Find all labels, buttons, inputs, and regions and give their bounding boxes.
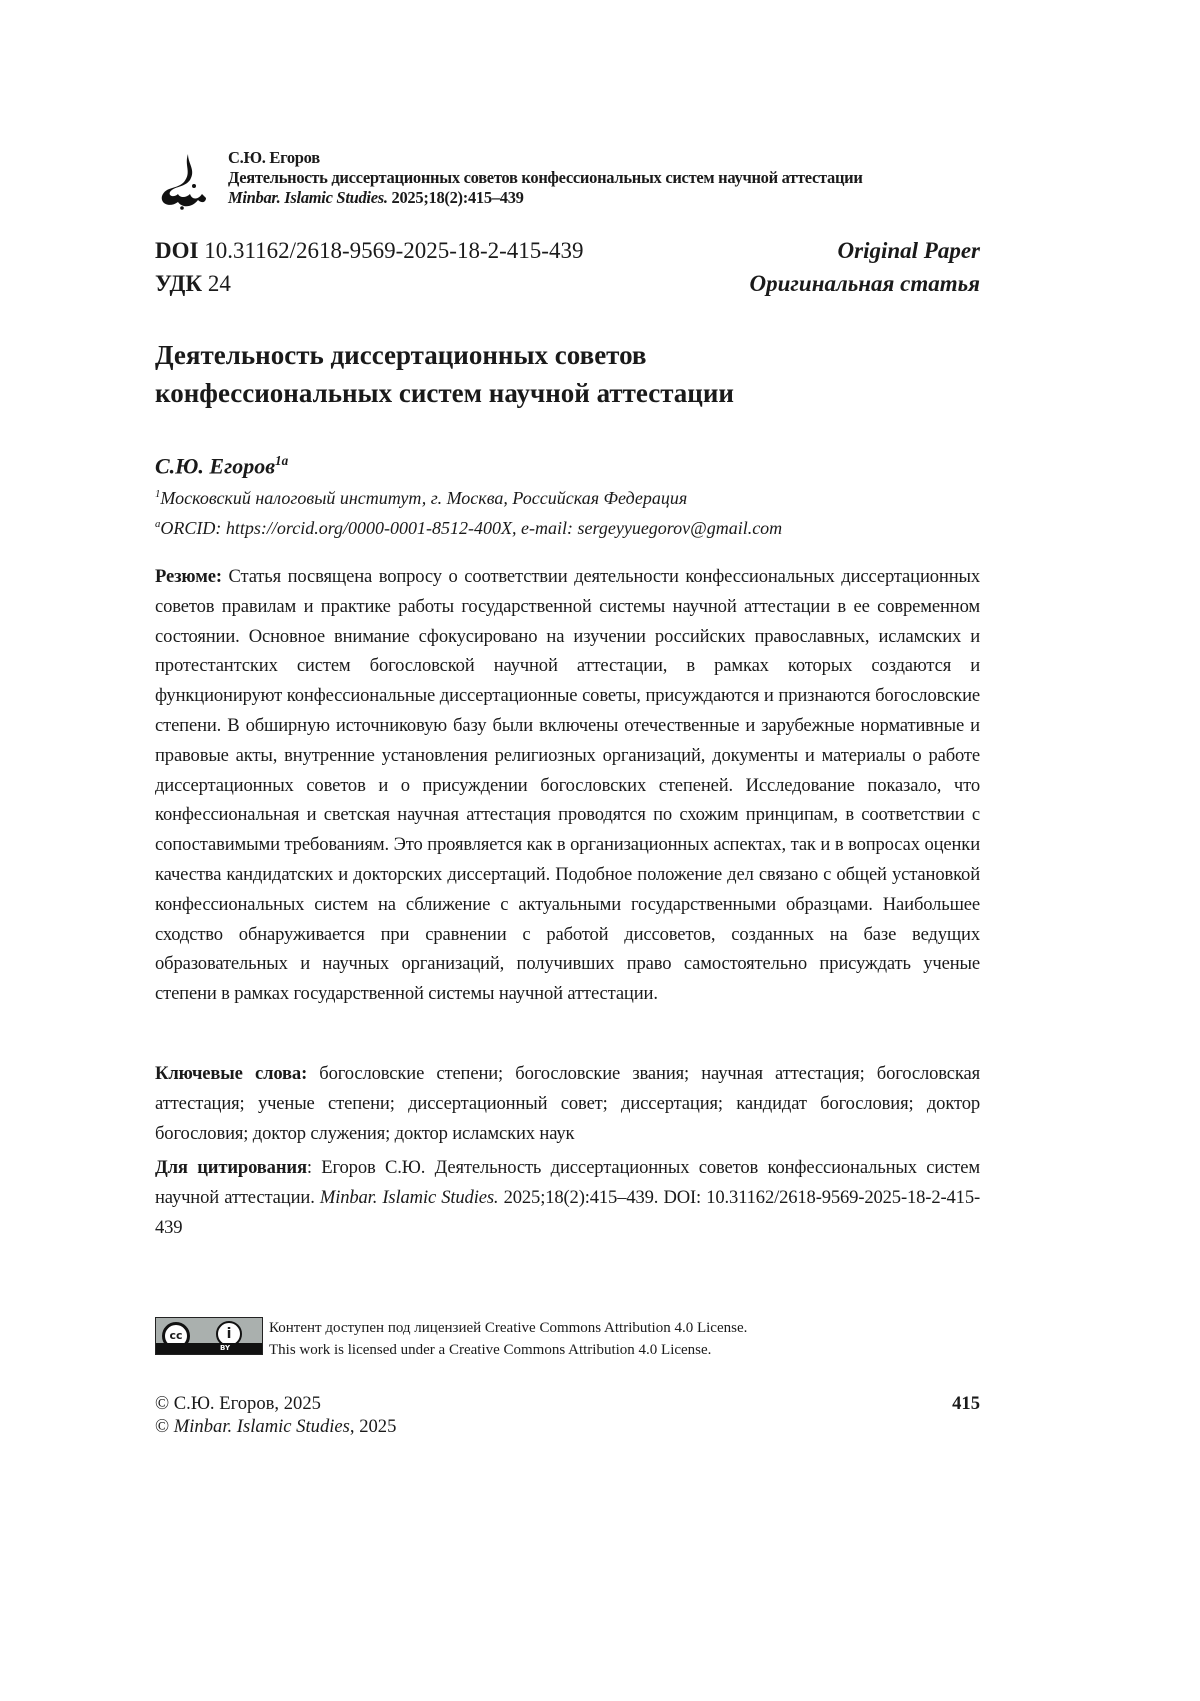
running-head-title: Деятельность диссертационных советов конфессиональных систем научной аттестации xyxy=(228,168,863,187)
keywords-text: богословские степени; богословские звания; научная аттестация; богословская аттестация; ученые степени; диссертационный совет; диссертация; кандидат богословия; доктор богословия; доктор служения; доктор исламских наук xyxy=(155,1063,980,1144)
citation xyxy=(155,1153,980,1242)
affiliation: Московский налоговый институт, г. Москва, Российская Федерация xyxy=(160,488,688,509)
udk-label: УДК xyxy=(155,271,203,296)
copyright-journal: Minbar. Islamic Studies xyxy=(173,1416,350,1437)
udk-value: 24 xyxy=(202,271,231,296)
license-ru: Контент доступен под лицензией Creative Commons Attribution 4.0 License. xyxy=(269,1320,748,1336)
running-head-journal: Minbar. Islamic Studies. xyxy=(228,188,388,207)
orcid-sup: a xyxy=(155,518,161,531)
doi-label: DOI xyxy=(155,238,199,263)
doi-value[interactable]: 10.31162/2618-9569-2025-18-2-415-439 xyxy=(198,238,584,263)
keywords-label: Ключевые слова: xyxy=(155,1063,308,1084)
cc-icon: cc xyxy=(162,1322,190,1350)
cc-by-badge-icon[interactable] xyxy=(155,1317,263,1355)
copyright-symbol: © xyxy=(155,1416,174,1437)
affiliation-sup: 1 xyxy=(155,488,161,501)
license-en: This work is licensed under a Creative Commons Attribution 4.0 License. xyxy=(269,1342,712,1358)
abstract xyxy=(155,562,980,1009)
running-head-citation: 2025;18(2):415–439 xyxy=(387,188,524,207)
title-line: конфессиональных систем научной аттестации xyxy=(155,378,734,408)
citation-journal: Minbar. Islamic Studies. xyxy=(319,1186,499,1208)
citation-text: : Егоров С.Ю. Деятельность диссертационных советов конфессиональных систем научной аттестации. xyxy=(155,1157,980,1208)
keywords xyxy=(155,1059,980,1148)
citation-label: Для цитирования xyxy=(155,1157,307,1178)
title-line: Деятельность диссертационных советов xyxy=(155,340,647,370)
author-name: С.Ю. Егоров xyxy=(155,453,276,479)
by-label: BY xyxy=(220,1344,231,1352)
page-number: 415 xyxy=(952,1393,980,1414)
journal-logo-icon xyxy=(158,152,208,212)
abstract-text: Статья посвящена вопросу о соответствии деятельности конфессиональных диссертационных советов правилам и практике работы государственной системы научной аттестации в ее современном состоянии. Основное внимание сфокусировано на изучении российских православных, исламских и протестантских систем богословской научной аттестации, в рамках которых создаются и функционируют конфессиональные диссертационные советы, присуждаются и признаются богословские степени. В обширную источниковую базу были включены отечественные и зарубежные нормативные и правовые акты, внутренние установления религиозных организаций, документы и материалы о работе диссертационных советов и о присуждении богословских степеней. Исследование показало, что конфессиональная и светская научная аттестация проводятся по схожим принципам, в соответствии с сопоставимыми требованиям. Это проявляется как в организационных аспектах, так и в вопросах оценки качества кандидатских и докторских диссертаций. Подобное положение дел связано с общей установкой конфессиональных систем на сближение с актуальными государственными образцами. Наибольшее сходство обнаруживается при сравнении с работой диссоветов, созданных на базе ведущих образовательных и научных организаций, получивших право самостоятельно присуждать ученые степени в рамках государственной системы научной аттестации. xyxy=(155,566,980,1005)
article-type-en: Original Paper xyxy=(837,238,980,263)
page-footer xyxy=(155,1392,980,1438)
article-title xyxy=(155,336,980,412)
article-type-ru: Оригинальная статья xyxy=(749,271,980,296)
author-sup: 1a xyxy=(275,453,289,468)
attribution-icon: i xyxy=(216,1321,242,1347)
citation-text-end: 2025;18(2):415–439. DOI: 10.31162/2618-9569-2025-18-2-415-439 xyxy=(155,1186,981,1238)
copyright-author: © С.Ю. Егоров, 2025 xyxy=(155,1393,321,1414)
author-block xyxy=(155,446,995,541)
article-meta xyxy=(155,234,980,300)
copyright-year: , 2025 xyxy=(349,1416,397,1437)
running-head-author: С.Ю. Егоров xyxy=(228,148,320,167)
abstract-label: Резюме: xyxy=(155,566,222,587)
orcid-email[interactable]: ORCID: https://orcid.org/0000-0001-8512-400X, e-mail: sergeyyuegorov@gmail.com xyxy=(160,518,783,539)
